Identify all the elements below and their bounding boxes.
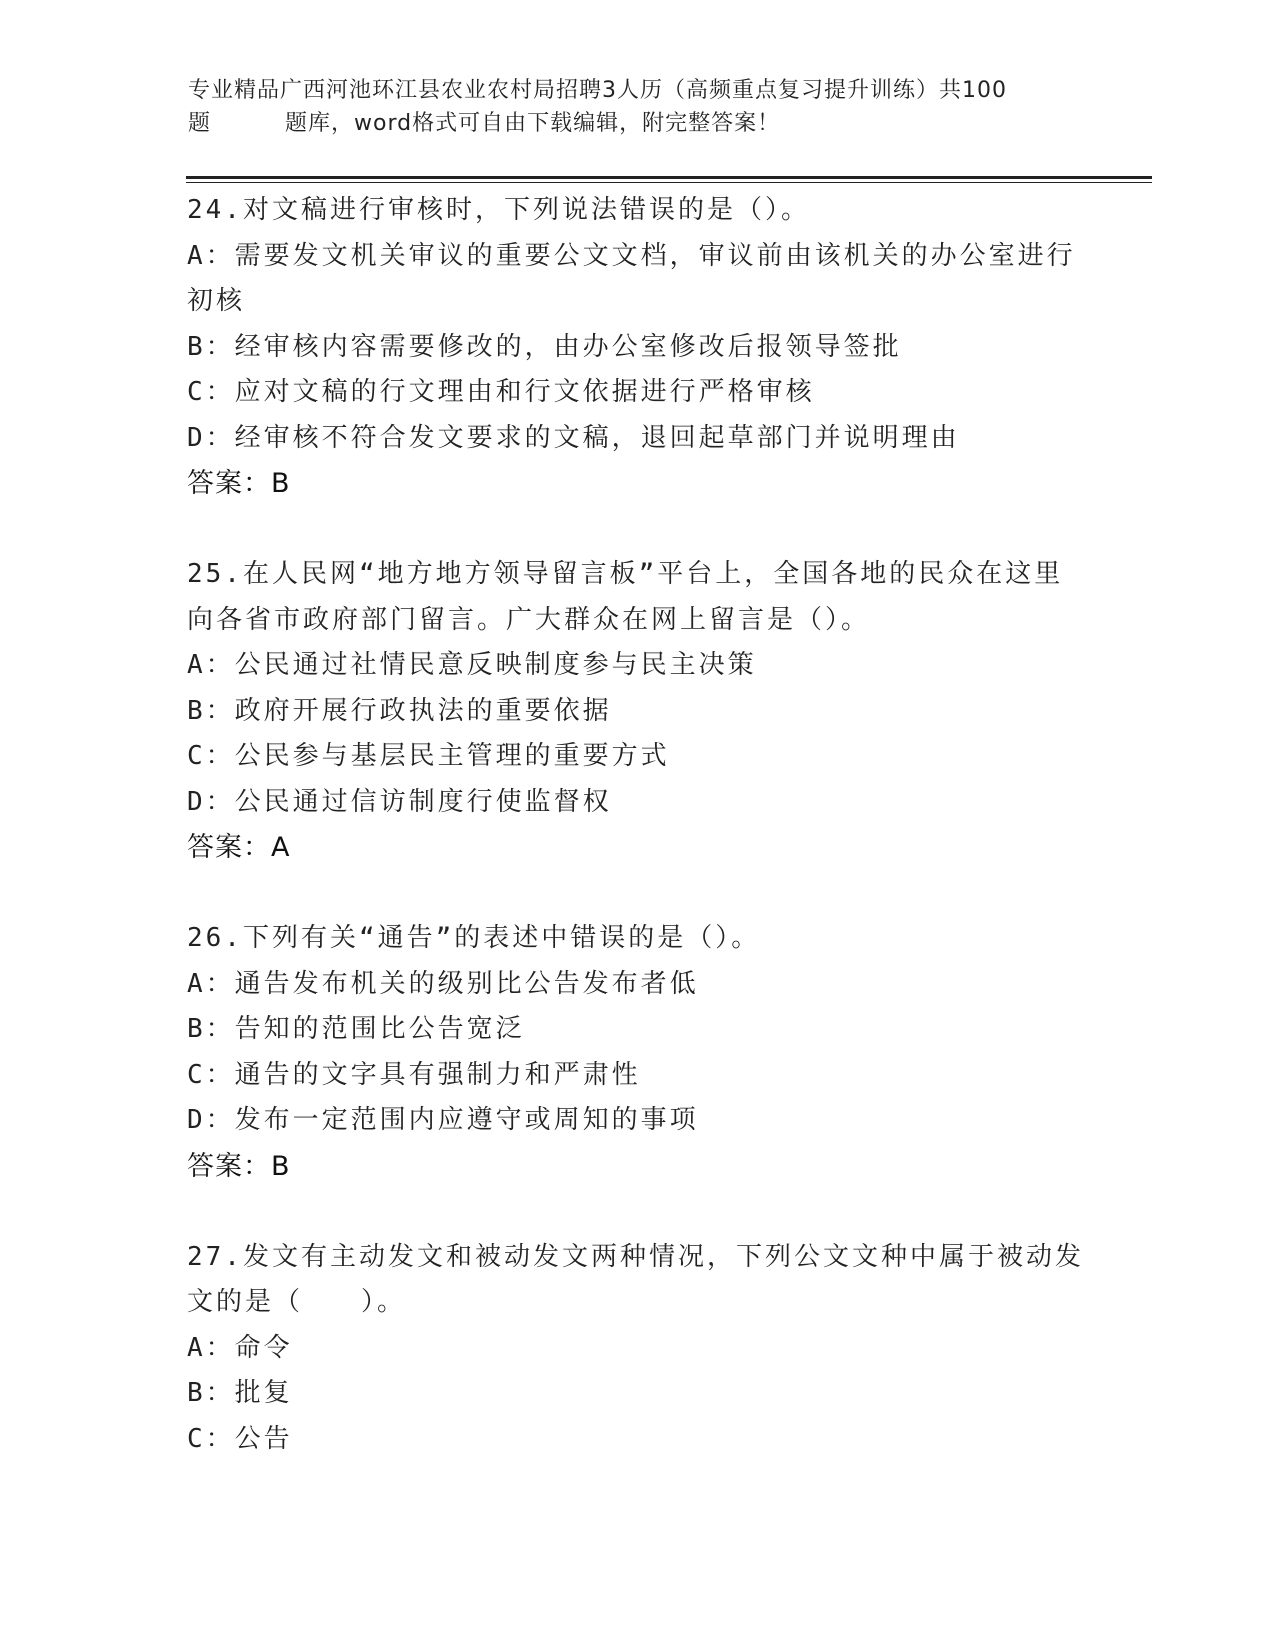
answer: 答案：A: [187, 832, 291, 863]
question-list: [187, 188, 1087, 1507]
option-b: B：经审核内容需要修改的，由办公室修改后报领导签批: [187, 331, 902, 362]
header-line-1: 专业精品广西河池环江县农业农村局招聘3人历（高频重点复习提升训练）共100: [188, 78, 1007, 103]
question-text: 25.在人民网“地方地方领导留言板”平台上，全国各地的民众在这里向各省市政府部门留言。广大群众在网上留言是（）。: [187, 559, 1064, 635]
option-d: D：经审核不符合发文要求的文稿，退回起草部门并说明理由: [187, 422, 960, 453]
question-text: 24.对文稿进行审核时，下列说法错误的是（）。: [187, 195, 810, 225]
header-divider-thin: [186, 182, 1152, 183]
option-c: C：通告的文字具有强制力和严肃性: [187, 1059, 641, 1090]
option-a: A：通告发布机关的级别比公告发布者低: [187, 968, 699, 999]
option-b: B：政府开展行政执法的重要依据: [187, 695, 612, 726]
question-27: [187, 1235, 1087, 1463]
answer: 答案：B: [187, 468, 291, 499]
option-b: B：告知的范围比公告宽泛: [187, 1014, 525, 1044]
option-a: A：公民通过社情民意反映制度参与民主决策: [187, 650, 757, 680]
answer: 答案：B: [187, 1150, 291, 1182]
option-c: C：应对文稿的行文理由和行文依据进行严格审核: [187, 377, 815, 407]
question-text: 26.下列有关“通告”的表述中错误的是（）。: [187, 923, 761, 953]
option-a: A：需要发文机关审议的重要公文文档，审议前由该机关的办公室进行初核: [187, 240, 1076, 316]
option-c: C：公民参与基层民主管理的重要方式: [187, 741, 670, 771]
header-divider-thick: [186, 176, 1152, 179]
option-b: B：批复: [187, 1378, 293, 1408]
question-25: [187, 552, 1087, 871]
page-header: [188, 74, 1088, 140]
option-d: D：公民通过信访制度行使监督权: [187, 786, 612, 817]
header-line-2-end: 题库，word格式可自由下载编辑，附完整答案！: [285, 111, 781, 136]
header-line-2: [188, 107, 1088, 140]
option-a: A：命令: [187, 1332, 293, 1363]
question-26: [187, 916, 1087, 1190]
question-text: 27.发文有主动发文和被动发文两种情况，下列公文文种中属于被动发文的是（ ）。: [187, 1241, 1084, 1317]
option-d: D：发布一定范围内应遵守或周知的事项: [187, 1105, 699, 1135]
header-line-2-start: 题: [188, 111, 212, 136]
question-24: [187, 188, 1087, 507]
option-c: C：公告: [187, 1423, 293, 1454]
